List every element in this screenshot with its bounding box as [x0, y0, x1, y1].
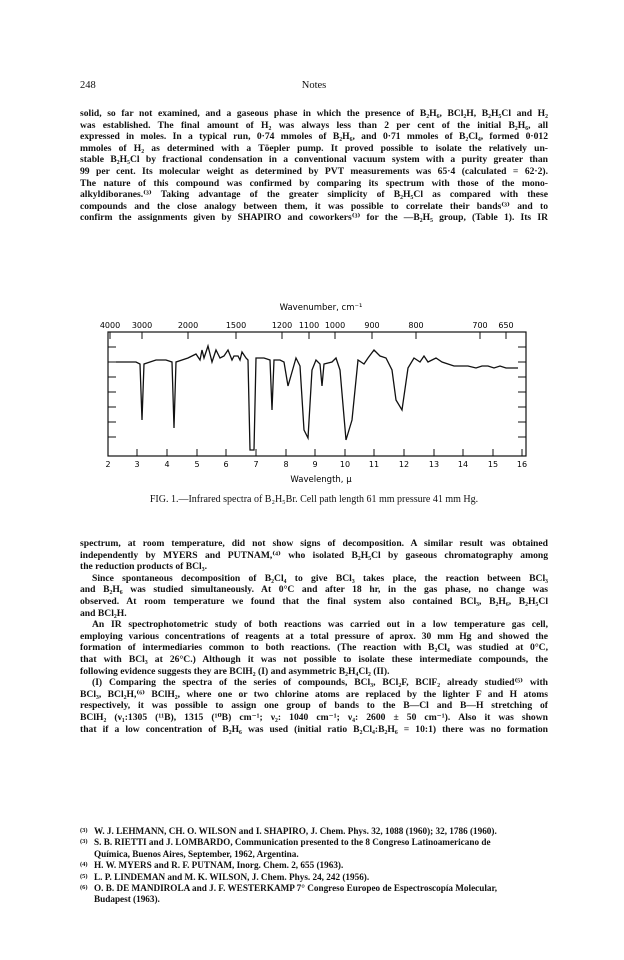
- bottom-tick-label: 14: [457, 460, 469, 469]
- reference-text: S. B. RIETTI and J. LOMBARDO, Communication presented to the 8 Congreso Latinoamericano de: [94, 837, 491, 848]
- reference-item: [80, 894, 548, 905]
- text-line: Since spontaneous decomposition of B₂Cl₄ to give BCl₃ takes place, the reaction between BCl₃: [92, 572, 548, 584]
- reference-mark: (3): [80, 827, 88, 834]
- reference-text: W. J. LEHMANN, CH. O. WILSON and I. SHAPIRO, J. Chem. Phys. 32, 1088 (1960); 32, 1786 (1960).: [94, 826, 497, 836]
- text-line: mmoles of H₂ as determined with a Töepler pump. It proved possible to isolate the relatively un-: [80, 142, 548, 154]
- text-line: was established. The final amount of H₂ was always less than 2 per cent of the initial B₂H₆, all: [80, 119, 548, 131]
- spectrum-trace: [116, 346, 518, 450]
- bottom-ticks: [108, 449, 522, 456]
- reference-item: [80, 837, 548, 848]
- paragraph-1: [80, 108, 548, 224]
- bottom-tick-label: 12: [398, 460, 410, 469]
- top-ticks: [110, 332, 506, 339]
- top-tick-label: 800: [408, 321, 424, 330]
- bottom-tick-label: 3: [134, 460, 140, 469]
- bottom-tick-label: 16: [516, 460, 528, 469]
- reference-item: [80, 849, 548, 860]
- top-tick-label: 900: [364, 321, 380, 330]
- page-number: 248: [80, 80, 96, 91]
- text-line: and B₂H₆ was studied simultaneously. At 0°C and after 18 hr, in the gas phase, no change was: [80, 584, 548, 596]
- bottom-tick-label: 4: [164, 460, 170, 469]
- ir-spectrum-figure: [96, 300, 556, 500]
- text-line: respectively, it was possible to assign one group of bands to the B—Cl and B—H stretching of: [80, 700, 548, 712]
- text-line: employing various concentrations of reagents at a total pressure of aprox. 30 mm Hg and showed the: [80, 630, 548, 642]
- text-line: BCl₃, BCl₂H,⁽⁶⁾ BClH₂, where one or two chlorine atoms are replaced by the lighter F and H atoms: [80, 688, 548, 700]
- top-tick-labels: [100, 321, 514, 330]
- ir-spectrum-plot: [96, 300, 556, 490]
- top-tick-label: 2000: [177, 321, 199, 330]
- text-line: that with BCl₃ at 26°C.) Although it was not possible to isolate these intermediate compounds, the: [80, 653, 548, 665]
- footnote-references: [80, 826, 548, 906]
- figure-caption: FIG. 1.—Infrared spectra of B₂H₅Br. Cell path length 61 mm pressure 41 mm Hg.: [149, 494, 479, 505]
- reference-text: Química, Buenos Aires, September, 1962, Argentina.: [94, 848, 299, 859]
- text-line: expressed in moles. In a typical run, 0·74 mmoles of B₂H₆, and 0·71 mmoles of B₂Cl₄, formed 0·012: [80, 131, 548, 143]
- reference-item: [80, 872, 548, 883]
- text-line: that if a low concentration of B₂H₆ was used (initial ratio B₂Cl₄:B₂H₆ = 10:1) there was no formation: [80, 723, 548, 735]
- text-line: confirm the assignments given by SHAPIRO and coworkers⁽³⁾ for the —B₂H₅ group, (Table 1). Its IR: [80, 212, 548, 224]
- reference-text: H. W. MYERS and R. F. PUTNAM, Inorg. Chem. 2, 655 (1963).: [94, 860, 344, 871]
- bottom-tick-label: 11: [368, 460, 380, 469]
- top-axis-title: Wavenumber, cm⁻¹: [279, 303, 363, 313]
- top-tick-label: 1000: [324, 321, 346, 330]
- text-line: independently by MYERS and PUTNAM,⁽⁴⁾ who isolated B₂H₅Cl by gaseous chromatography among: [80, 549, 548, 561]
- bottom-tick-label: 5: [194, 460, 200, 469]
- bottom-tick-label: 6: [223, 460, 229, 469]
- paragraph-2: [80, 538, 548, 735]
- text-line: and BCl₂H.: [80, 607, 127, 619]
- text-line: following evidence suggests they are BClH₂ (I) and asymmetric B₂H₄Cl₂ (II).: [80, 665, 390, 677]
- reference-item: [80, 883, 548, 894]
- text-line: (I) Comparing the spectra of the series of compounds, BCl₃, BCl₂F, BClF₂ already studied⁽⁵⁾ with: [92, 677, 548, 689]
- reference-text: O. B. DE MANDIROLA and J. F. WESTERKAMP 7° Congreso Europeo de Espectroscopía Molecular,: [94, 883, 498, 894]
- text-line: observed. At room temperature we found that the final system also contained BCl₃, B₂H₆, B₂H₅Cl: [80, 595, 548, 607]
- reference-mark: (4): [80, 861, 88, 869]
- reference-mark: (5): [80, 872, 88, 880]
- text-line: 99 per cent. Its molecular weight as determined by PVT measurements was 65·4 (calculated = 62·2).: [80, 165, 548, 177]
- reference-text: Budapest (1963).: [94, 894, 160, 905]
- bottom-tick-label: 2: [105, 460, 111, 469]
- bottom-tick-labels: [105, 460, 527, 469]
- reference-item: [80, 860, 548, 871]
- text-line: An IR spectrophotometric study of both reactions was carried out in a low temperature gas cell,: [92, 619, 548, 631]
- reference-item: [80, 826, 548, 837]
- text-line: The nature of this compound was confirmed by comparing its spectrum with those of the mono-: [80, 177, 548, 189]
- top-tick-label: 700: [472, 321, 488, 330]
- bottom-tick-label: 10: [339, 460, 351, 469]
- text-line: spectrum, at room temperature, did not show signs of decomposition. A similar result was obtained: [80, 538, 548, 549]
- bottom-tick-label: 13: [428, 460, 440, 469]
- bottom-tick-label: 7: [253, 460, 259, 469]
- reference-mark: (3): [80, 838, 88, 846]
- top-tick-label: 650: [498, 321, 514, 330]
- bottom-tick-label: 9: [312, 460, 318, 469]
- reference-text: L. P. LINDEMAN and M. K. WILSON, J. Chem. Phys. 24, 242 (1956).: [94, 871, 370, 882]
- plot-frame: [108, 332, 526, 456]
- top-tick-label: 1200: [271, 321, 293, 330]
- text-line: formation of intermediaries common to both reactions. (The reaction with B₂Cl₄ was studied at 0°C,: [80, 642, 548, 654]
- running-title: Notes: [301, 80, 327, 91]
- bottom-tick-label: 8: [283, 460, 289, 469]
- text-line: alkyldiboranes.⁽³⁾ Taking advantage of the greater simplicity of B₂H₅Cl as compared with these: [80, 189, 548, 201]
- top-tick-label: 3000: [131, 321, 153, 330]
- text-line: compounds and the close analogy between them, it was possible to correlate their bands⁽³⁾ and to: [80, 200, 548, 212]
- bottom-tick-label: 15: [487, 460, 499, 469]
- text-line: stable B₂H₅Cl by fractional condensation in a conventional vacuum system with a purity greater than: [80, 154, 548, 166]
- top-tick-label: 4000: [99, 321, 121, 330]
- bottom-axis-title: Wavelength, μ: [290, 475, 352, 485]
- text-line: the reduction products of BCl₃.: [80, 561, 207, 573]
- page-header: [80, 80, 548, 94]
- top-tick-label: 1500: [225, 321, 247, 330]
- text-line: solid, so far not examined, and a gaseous phase in which the presence of B₂H₆, BCl₂H, B₂H₅Cl and H₂: [80, 108, 548, 119]
- text-line: BClH₂ (ν₁:1305 (¹¹B), 1315 (¹⁰B) cm⁻¹; ν₂: 1040 cm⁻¹; ν₄: 2600 ± 50 cm⁻¹). Also it was shown: [80, 711, 548, 723]
- reference-mark: (6): [80, 884, 88, 892]
- top-tick-label: 1100: [298, 321, 320, 330]
